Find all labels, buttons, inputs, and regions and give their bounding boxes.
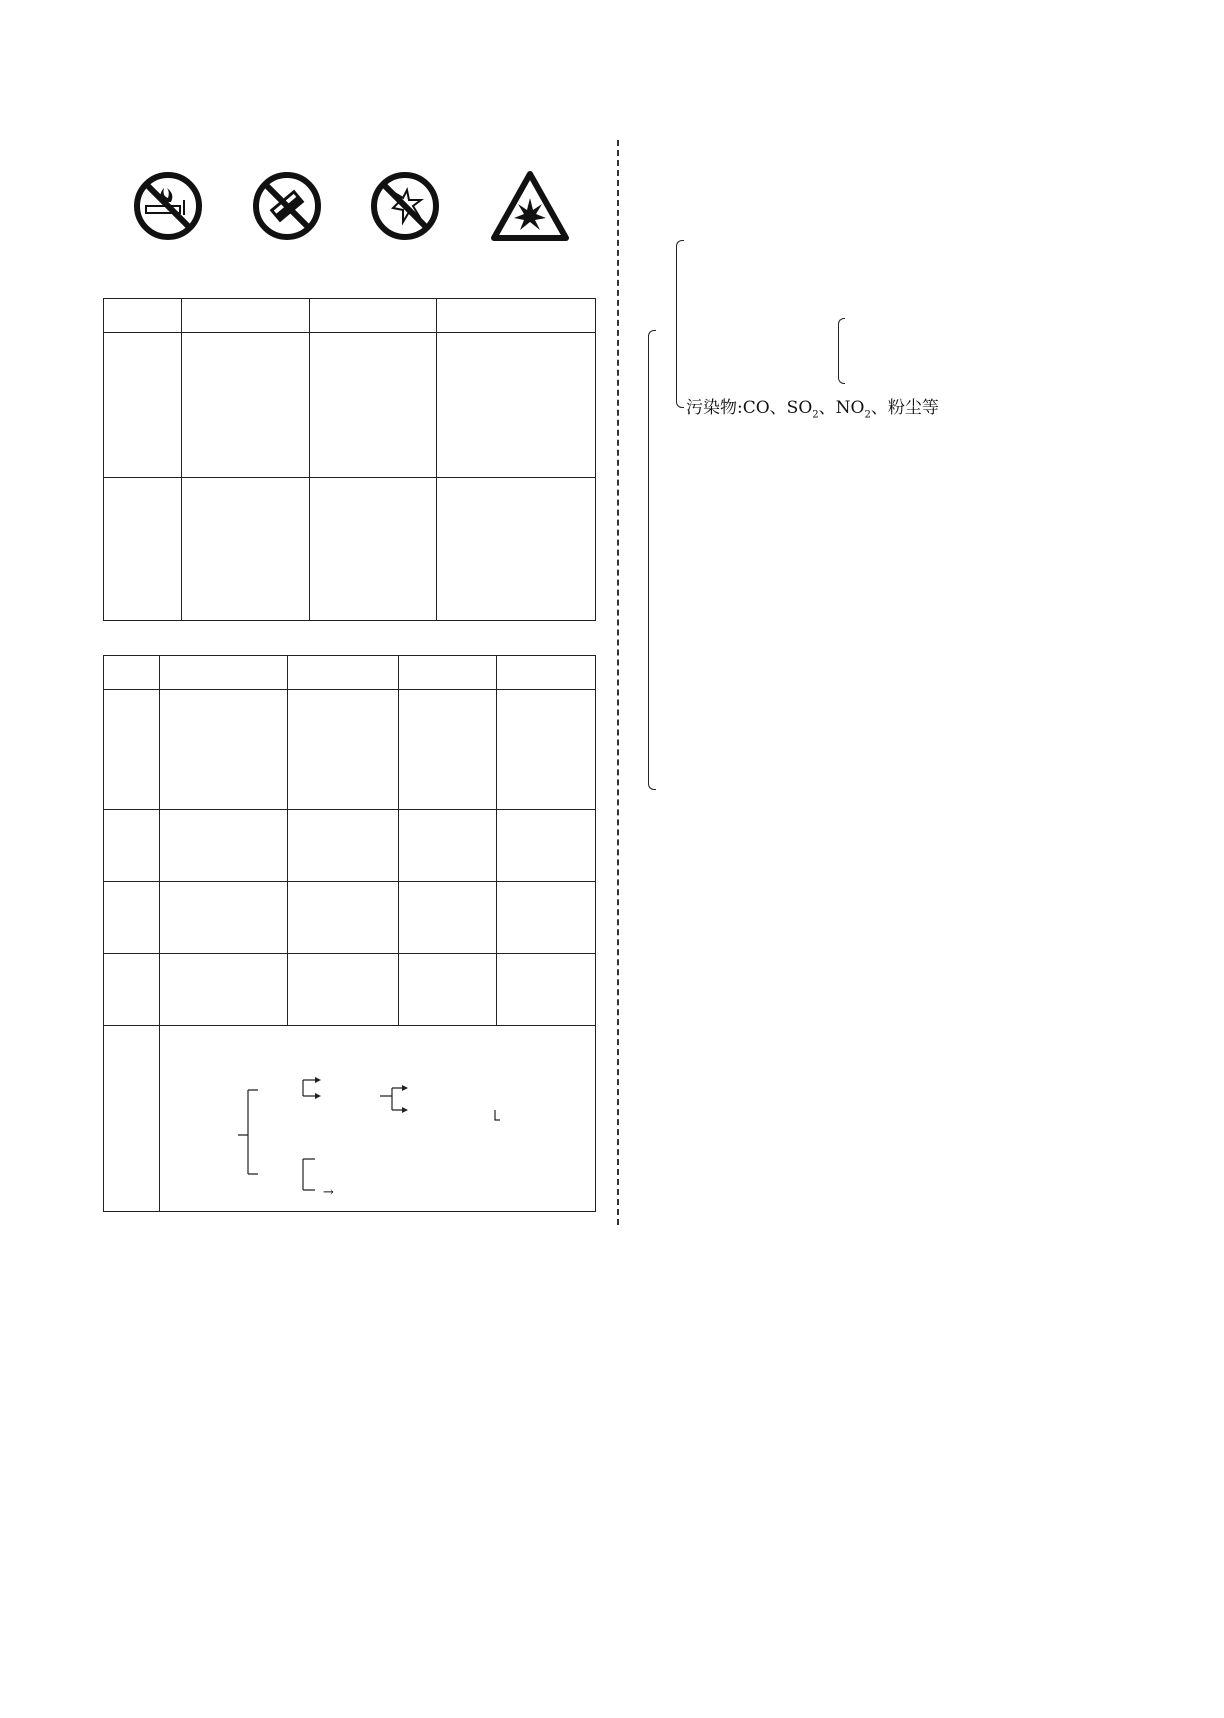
row-label: [104, 478, 182, 621]
table-header: [399, 656, 497, 690]
table-header: [159, 656, 287, 690]
no-firecracker-icon: [369, 170, 441, 242]
extinguisher-table: [103, 298, 596, 621]
table-cell: [287, 954, 399, 1026]
table-cell: [181, 478, 309, 621]
row-label: [104, 690, 160, 810]
table-header: [497, 656, 596, 690]
table-cell: [399, 810, 497, 882]
table-header: [104, 299, 182, 333]
table-header: [287, 656, 399, 690]
combustion-table: [103, 655, 596, 1212]
table-header: [437, 299, 596, 333]
column-divider: [617, 140, 619, 1225]
table-cell: [399, 882, 497, 954]
table-cell: [287, 690, 399, 810]
table-cell: [287, 810, 399, 882]
table-cell: [159, 690, 287, 810]
row-label: [104, 882, 160, 954]
table-cell: [159, 882, 287, 954]
row-label: [104, 1026, 160, 1212]
coal-bracket: [676, 240, 684, 408]
coal-products-bracket: [838, 318, 845, 384]
table-header: [309, 299, 437, 333]
row-label: [104, 333, 182, 478]
table-cell: [309, 333, 437, 478]
table-cell: [497, 690, 596, 810]
row-label: [104, 810, 160, 882]
table-header: [181, 299, 309, 333]
table-cell: [159, 954, 287, 1026]
table-cell: [497, 882, 596, 954]
table-cell: [497, 810, 596, 882]
table-cell: [437, 333, 596, 478]
table-cell: [399, 690, 497, 810]
table-cell: [181, 333, 309, 478]
tree-node: →: [322, 1185, 334, 1200]
table-header: [104, 656, 160, 690]
table-cell: [497, 954, 596, 1026]
no-fire-icon: [251, 170, 323, 242]
explosion-warning-icon: [490, 170, 570, 242]
coal-pollutants: 污染物:CO、$SO_2$、$NO_2$、粉尘等: [686, 398, 939, 421]
table-cell: [309, 478, 437, 621]
table-cell: [399, 954, 497, 1026]
table-cell: [437, 478, 596, 621]
fossil-bracket: [648, 330, 656, 790]
tree-lines: [160, 1026, 597, 1212]
no-smoking-icon: [132, 170, 204, 242]
link-cell: [159, 1026, 595, 1212]
table-cell: [287, 882, 399, 954]
oxidation-tree: [160, 1026, 597, 1212]
row-label: [104, 954, 160, 1026]
table-cell: [159, 810, 287, 882]
